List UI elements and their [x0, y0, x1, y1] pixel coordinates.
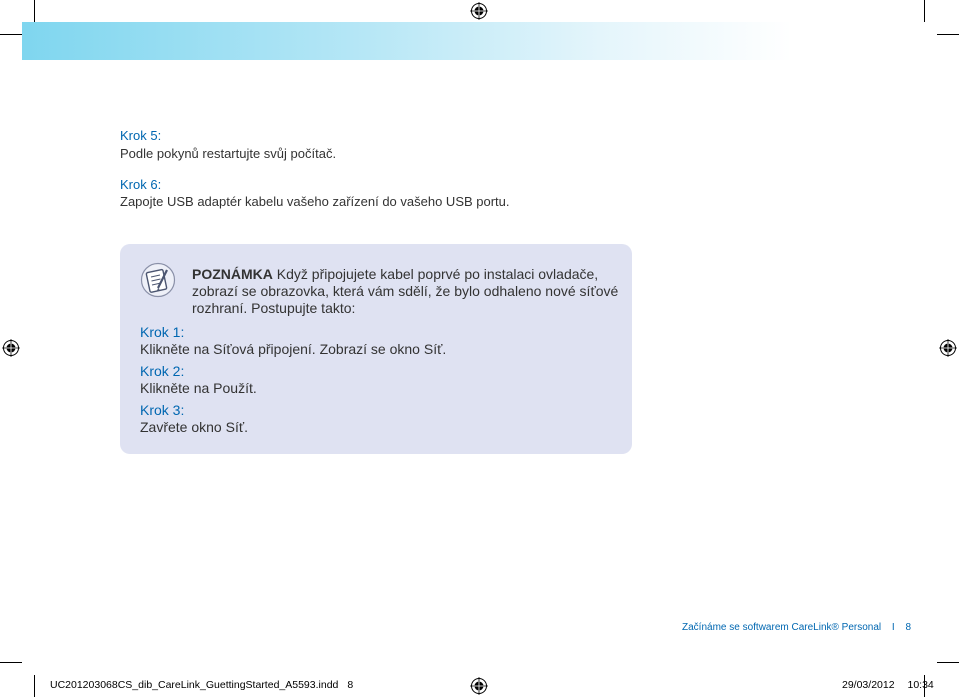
note-pencil-icon	[140, 262, 176, 298]
note-line-1-text: Když připojujete kabel poprvé po instalaci ovladače,	[276, 266, 599, 282]
note-line-2: zobrazí se obrazovka, která vám sdělí, že bylo odhaleno nové síťové	[192, 283, 619, 299]
registration-mark-icon	[2, 339, 20, 357]
footer-separator: I	[891, 622, 895, 633]
slug-time: 10:34	[907, 679, 934, 691]
page-footer	[682, 622, 911, 633]
step-5-heading: Krok 5:	[120, 128, 162, 143]
step-6-heading: Krok 6:	[120, 177, 162, 192]
note-step-2-text: Klikněte na Použít.	[140, 380, 257, 396]
note-line-1	[192, 266, 598, 282]
crop-mark	[0, 662, 22, 663]
step-5-text: Podle pokynů restartujte svůj počítač.	[120, 146, 337, 161]
slug-page: 8	[347, 679, 354, 691]
registration-mark-icon	[470, 677, 488, 695]
note-box	[120, 244, 632, 454]
note-line-3: rozhraní. Postupujte takto:	[192, 300, 356, 316]
note-step-3-heading: Krok 3:	[140, 402, 185, 418]
crop-mark	[34, 0, 35, 22]
crop-mark	[0, 34, 22, 35]
registration-mark-icon	[470, 2, 488, 20]
header-band	[22, 22, 792, 60]
footer-title: Začínáme se softwarem CareLink® Personal	[682, 622, 882, 633]
note-step-2-heading: Krok 2:	[140, 363, 185, 379]
note-step-1-heading: Krok 1:	[140, 324, 185, 340]
slug-file	[50, 679, 353, 691]
crop-mark	[34, 675, 35, 697]
step-6-text: Zapojte USB adaptér kabelu vašeho zařízení do vašeho USB portu.	[120, 194, 510, 209]
slug-date: 29/03/2012	[842, 679, 895, 691]
note-label: POZNÁMKA	[192, 266, 273, 282]
slug-datetime	[842, 679, 934, 691]
footer-page-number: 8	[905, 622, 912, 633]
crop-mark	[924, 0, 925, 22]
note-step-3-text: Zavřete okno Síť.	[140, 419, 248, 435]
slug-filename: UC201203068CS_dib_CareLink_GuettingStarted_A5593.indd	[50, 679, 339, 691]
crop-mark	[937, 34, 959, 35]
registration-mark-icon	[939, 339, 957, 357]
crop-mark	[937, 662, 959, 663]
note-step-1-text: Klikněte na Síťová připojení. Zobrazí se okno Síť.	[140, 341, 447, 357]
